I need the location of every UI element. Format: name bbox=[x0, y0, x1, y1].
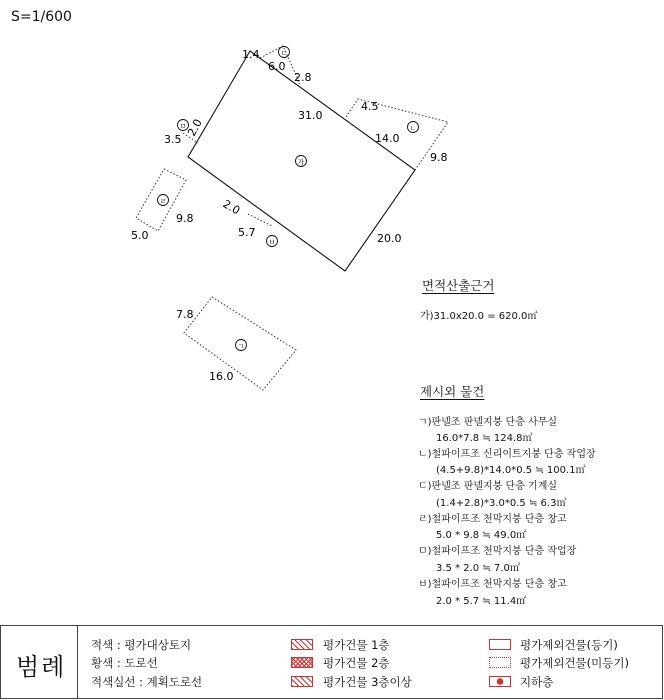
lot-label-ba bbox=[267, 236, 278, 247]
svg-text:ㅂ: ㅂ bbox=[268, 238, 276, 247]
dim-7-8: 7.8 bbox=[176, 308, 194, 321]
swatch-basement bbox=[489, 676, 511, 687]
dim-20-0: 20.0 bbox=[377, 232, 402, 245]
dim-2-0a: 2.0 bbox=[185, 116, 205, 139]
dim-31-0: 31.0 bbox=[298, 109, 323, 122]
legend-excluded-unregistered: 평가제외건물(미등기) bbox=[520, 656, 629, 670]
svg-text:ㄴ: ㄴ bbox=[409, 124, 417, 133]
lot-label-ga bbox=[296, 156, 307, 167]
legend-title: 범례 bbox=[16, 653, 67, 681]
legend-excluded-registered: 평가제외건물(등기) bbox=[520, 638, 618, 652]
excluded-item-calc: 5.0 * 9.8 ≒ 49.0㎡ bbox=[436, 530, 527, 541]
excluded-item-head: ㄷ)판넬조 판넬지붕 단층 기계실 bbox=[418, 481, 558, 492]
dim-14-0: 14.0 bbox=[375, 132, 400, 145]
excluded-item-calc: 3.5 * 2.0 ≒ 7.0㎡ bbox=[436, 563, 520, 574]
swatch-floor2 bbox=[291, 657, 313, 668]
excluded-item-head: ㄴ)철파이프조 신리이트지붕 단층 작업장 bbox=[418, 449, 596, 460]
excluded-title: 제시외 물건 bbox=[420, 384, 485, 399]
excluded-item-calc: (1.4+2.8)*3.0*0.5 ≒ 6.3㎡ bbox=[436, 498, 567, 509]
excluded-item-head: ㅁ)철파이프조 천막지붕 단층 작업장 bbox=[418, 546, 577, 557]
area-basis-title: 면적산출근거 bbox=[422, 278, 495, 293]
dim-4-5: 4.5 bbox=[361, 100, 379, 113]
excluded-item-calc: (4.5+9.8)*14.0*0.5 ≒ 100.1㎡ bbox=[436, 465, 586, 476]
excluded-item-calc: 16.0*7.8 ≒ 124.8㎡ bbox=[436, 433, 533, 444]
dim-5-7: 5.7 bbox=[238, 226, 256, 239]
svg-text:ㅁ: ㅁ bbox=[179, 122, 187, 131]
swatch-excluded-registered bbox=[489, 639, 511, 650]
excluded-item-head: ㄹ)철파이프조 천막지붕 단층 창고 bbox=[418, 514, 567, 525]
scale-label: S=1/600 bbox=[11, 9, 72, 25]
lot-label-ra bbox=[158, 195, 169, 206]
legend-divider bbox=[77, 626, 78, 698]
swatch-floor1 bbox=[291, 639, 313, 650]
dim-5-0: 5.0 bbox=[131, 229, 149, 242]
swatch-floor3 bbox=[291, 676, 313, 687]
dim-3-5: 3.5 bbox=[164, 133, 182, 146]
dim-9-8a: 9.8 bbox=[430, 151, 448, 164]
dim-6-0: 6.0 bbox=[268, 60, 286, 73]
legend-basement: 지하층 bbox=[520, 675, 554, 689]
excluded-item-calc: 2.0 * 5.7 ≒ 11.4㎡ bbox=[436, 596, 527, 607]
legend-planned-road: 적색실선 : 계획도로선 bbox=[91, 675, 203, 689]
dim-1-4: 1.4 bbox=[242, 48, 260, 61]
swatch-excluded-unregistered bbox=[489, 657, 511, 668]
svg-text:ㄹ: ㄹ bbox=[159, 197, 167, 206]
excluded-item-head: ㄱ)판넬조 판넬지붕 단층 사무실 bbox=[418, 417, 558, 428]
dim-9-8b: 9.8 bbox=[176, 212, 194, 225]
area-basis-line: 가)31.0x20.0 = 620.0㎡ bbox=[420, 311, 538, 322]
legend-floor2: 평가건물 2층 bbox=[323, 656, 390, 670]
dim-2-0b: 2.0 bbox=[220, 197, 243, 218]
excluded-item-head: ㅂ)철파이프조 천막지붕 단층 창고 bbox=[418, 579, 567, 590]
legend-box bbox=[0, 625, 663, 699]
legend-floor3: 평가건물 3층이상 bbox=[323, 675, 412, 689]
svg-text:가: 가 bbox=[297, 158, 305, 167]
legend-yellow-road: 황색 : 도로선 bbox=[91, 656, 158, 670]
legend-red-land: 적색 : 평가대상토지 bbox=[91, 638, 192, 652]
svg-text:ㄱ: ㄱ bbox=[237, 342, 245, 351]
lot-label-na bbox=[408, 122, 419, 133]
lot-label-gi bbox=[236, 340, 247, 351]
dim-16-0: 16.0 bbox=[209, 370, 234, 383]
svg-text:ㄷ: ㄷ bbox=[280, 49, 288, 58]
legend-floor1: 평가건물 1층 bbox=[323, 638, 390, 652]
dim-2-8: 2.8 bbox=[294, 71, 312, 84]
